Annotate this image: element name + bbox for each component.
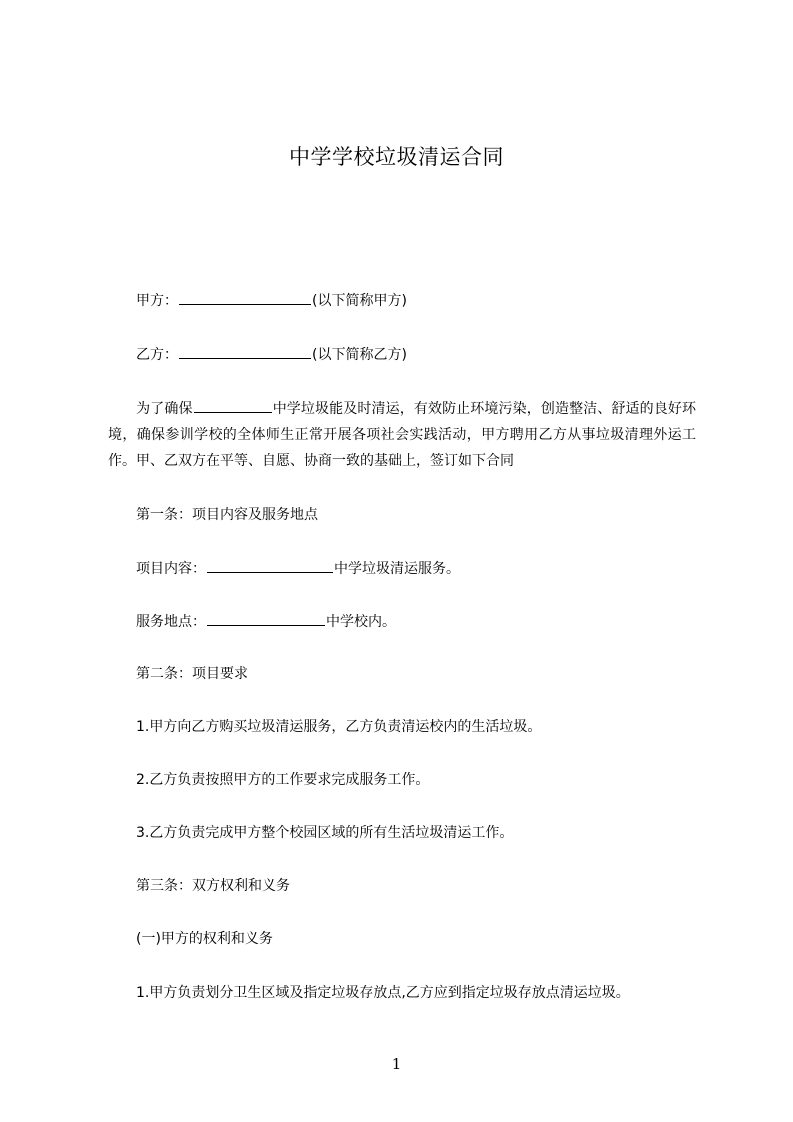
project-content-line [136,558,460,579]
article3-item: 1.甲方负责划分卫生区域及指定垃圾存放点,乙方应到指定垃圾存放点清运垃圾。 [136,985,630,1001]
service-location-suffix: 中学校内。 [326,614,396,630]
intro-part1: 为了确保 [136,401,193,417]
service-location-line [136,611,396,632]
article1-heading: 第一条：项目内容及服务地点 [136,507,318,523]
party-b-label: 乙方： [136,347,178,363]
party-a-suffix: (以下简称甲方) [312,293,407,309]
project-content-suffix: 中学垃圾清运服务。 [334,561,460,577]
article3-sub-heading: (一)甲方的权利和义务 [136,931,273,947]
article2-item: 1.甲方向乙方购买垃圾清运服务，乙方负责清运校内的生活垃圾。 [136,719,542,735]
party-a-line [136,290,407,311]
article2-item: 2.乙方负责按照甲方的工作要求完成服务工作。 [136,772,430,788]
party-b-suffix: (以下简称乙方) [312,347,407,363]
party-b-blank [179,344,311,359]
article2-heading: 第二条：项目要求 [136,666,248,682]
document-title: 中学学校垃圾清运合同 [289,145,504,169]
service-location-blank [207,611,325,626]
party-a-label: 甲方： [136,293,178,309]
intro-paragraph [108,396,696,474]
article3-heading: 第三条：双方权利和义务 [136,878,290,894]
project-content-blank [207,558,333,573]
intro-school-blank [194,398,272,413]
page-number: 1 [391,1055,402,1073]
party-a-blank [179,290,311,305]
article2-item: 3.乙方负责完成甲方整个校园区域的所有生活垃圾清运工作。 [136,825,514,841]
service-location-label: 服务地点： [136,614,206,630]
project-content-label: 项目内容： [136,561,206,577]
intro-part2: 中学垃圾能及时清运，有效防止环境污染，创造整洁、舒适的良好环境，确保参训学校的全体师生正常开展各项社会实践活动，甲方聘用乙方从事垃圾清理外运工作。甲、乙双方在平等、自愿、协商一致的基础上，签订如下合同 [108,401,697,469]
party-b-line [136,344,407,365]
